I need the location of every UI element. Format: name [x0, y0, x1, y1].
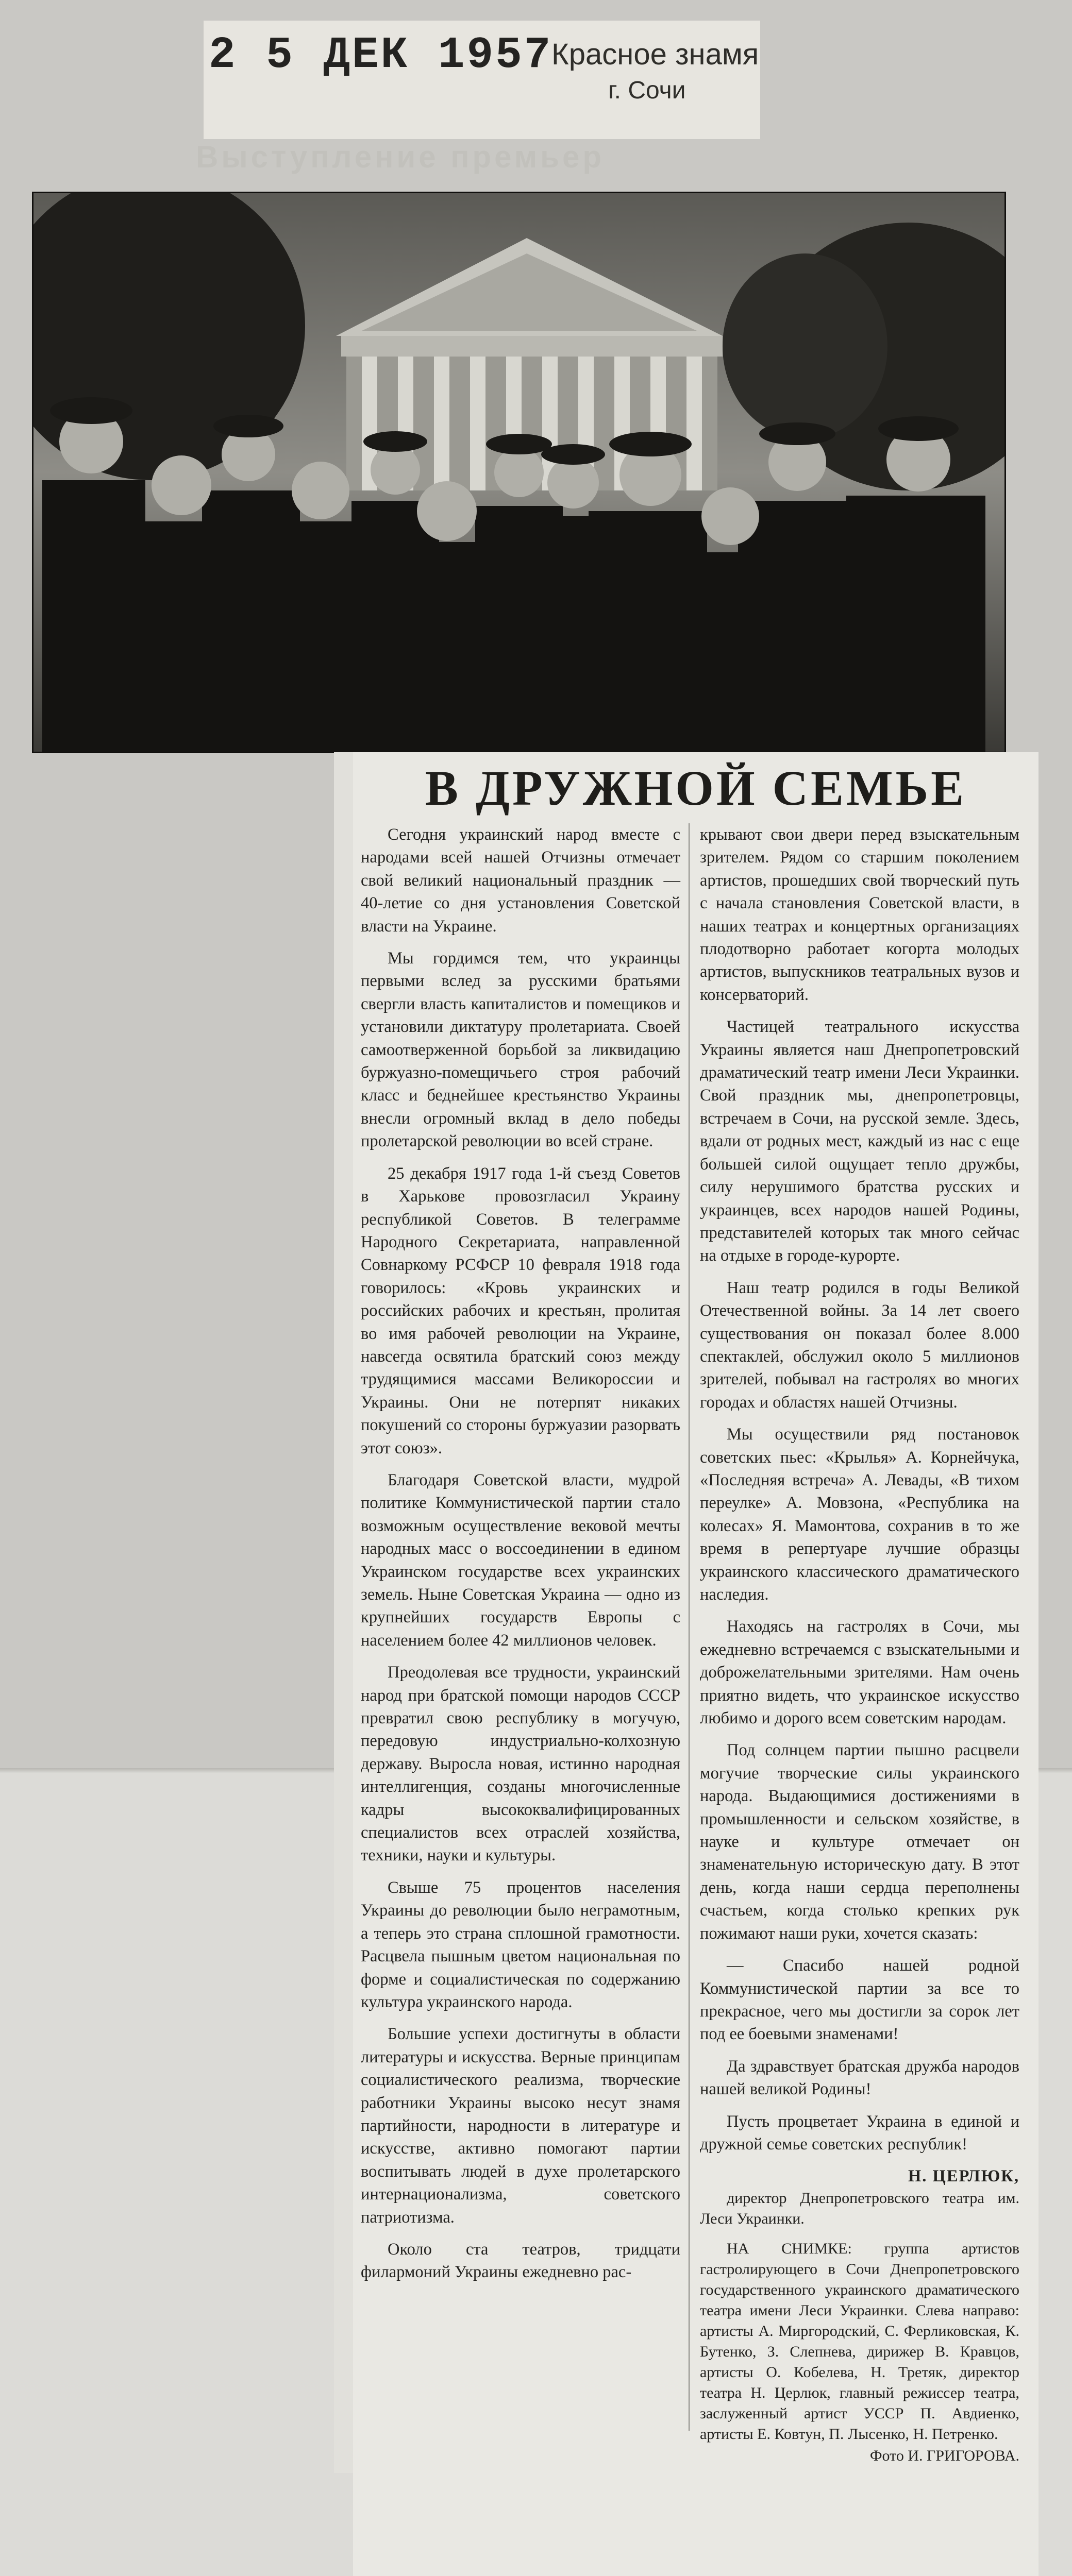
- article-column-left: [361, 823, 680, 2446]
- paragraph: Под солнцем партии пышно расцвели могучие творческие силы украинского народа. Выдающимися достижениями в промышленности и сельском хозяйстве, в науке и культуре отмечает он знаменательную историческую дату. В этот день, когда наши сердца переполнены счастьем, когда столько крепких рук пожимают наши руки, хочется сказать:: [700, 1741, 1019, 1943]
- newspaper-name: Красное знамя: [551, 38, 759, 71]
- paragraph: — Спасибо нашей родной Коммунистической партии за все то прекрасное, чего мы достигли за сорок лет под ее боевыми знаменами!: [700, 1956, 1019, 2044]
- paragraph: Около ста театров, тридцати филармоний Украины ежедневно рас-: [361, 2240, 680, 2282]
- author-title: директор Днепропетровского театра им. Леси Украинки.: [700, 2189, 1019, 2227]
- bleed-through-text: Выступление премьер: [196, 140, 605, 174]
- paragraph: Мы гордимся тем, что украинцы первыми вслед за русскими братьями свергли власть капиталистов и помещиков и установили диктатуру пролетариата. Своей самоотверженной борьбой за ликвидацию буржуазно-помещичьего строя рабочий класс и беднейшее крестьянство Украины внесли огромный вклад в дело победы пролетарской революции во всей стране.: [361, 949, 680, 1151]
- paragraph: Благодаря Советской власти, мудрой политике Коммунистической партии стало возможным осуществление вековой мечты народных масс о воссоединении в едином Украинском государстве всех украинских земель. Ныне Советская Украина — одно из крупнейших государств Европы с населением более 42 миллионов человек.: [361, 1470, 680, 1650]
- article-column-right: [700, 823, 1019, 2464]
- author-signature: Н. ЦЕРЛЮК,: [908, 2167, 1019, 2186]
- group-portrait-photo: [32, 192, 1006, 753]
- newspaper-city: г. Сочи: [608, 77, 686, 104]
- paragraph: крывают свои двери перед взыскательным зрителем. Рядом со старшим поколением артистов, прошедших свой творческий путь с начала становления Советской власти, в наших театрах и концертных организациях плодотворно работает когорта молодых артистов, выпускников театральных вузов и консерваторий.: [700, 825, 1019, 1004]
- paragraph: Да здравствует братская дружба народов нашей великой Родины!: [700, 2057, 1019, 2099]
- column-divider: [689, 823, 690, 2431]
- clipping-edge: [334, 752, 355, 2473]
- paragraph: Частицей театрального искусства Украины является наш Днепропетровский драматический театр имени Леси Украинки. Свой праздник мы, днепропетровцы, встречаем в Сочи, на русской земле. Здесь, вдали от родных мест, каждый из нас с еще большей силой ощущает тепло дружбы, силу нерушимого братства русских и украинцев, всех народов нашей Родины, представителей которых так много сейчас на отдыхе в городе-курорте.: [700, 1018, 1019, 1265]
- paragraph: Сегодня украинский народ вместе с народами всей нашей Отчизны отмечает свой великий национальный праздник — 40-летие со дня установления Советской власти на Украине.: [361, 825, 680, 936]
- paragraph: Большие успехи достигнуты в области литературы и искусства. Верные принципам социалистического реализма, творческие работники Украины высоко несут знамя партийности, народности в литературе и искусстве, активно помогают партии воспитывать людей в духе пролетарского интернационализма, советского патриотизма.: [361, 2025, 680, 2227]
- paragraph: Преодолевая все трудности, украинский народ при братской помощи народов СССР превратил свою республику в могучую, передовую индустриально-колхозную державу. Выросла новая, истинно народная интеллигенция, созданы многочисленные кадры высококвалифицированных специалистов всех отраслей хозяйства, техники, науки и культуры.: [361, 1663, 680, 1865]
- paragraph: Свыше 75 процентов населения Украины до революции было неграмотным, а теперь это страна сплошной грамотности. Расцвела пышным цветом национальная по форме и социалистическая по содержанию культура украинского народа.: [361, 1878, 680, 2011]
- paragraph: Пусть процветает Украина в единой и дружной семье советских республик!: [700, 2112, 1019, 2154]
- paragraph: Находясь на гастролях в Сочи, мы ежедневно встречаемся с взыскательными и доброжелательными зрителями. Нам очень приятно видеть, что украинское искусство любимо и дорого всем советским народам.: [700, 1617, 1019, 1728]
- photo-caption: НА СНИМКЕ: группа артистов гастролирующего в Сочи Днепропетровского государственного украинского драматического театра имени Леси Украинки. Слева направо: артисты А. Миргородский, С. Ферликовская, К. Бутенко, З. Слепнева, дирижер В. Кравцов, артисты О. Кобелева, Н. Третяк, директор театра Н. Церлюк, главный режиссер театра, заслуженный артист УССР П. Авдиенко, артисты Е. Ковтун, П. Лысенко, Н. Петренко.: [700, 2240, 1019, 2443]
- paragraph: 25 декабря 1917 года 1-й съезд Советов в Харькове провозгласил Украину республикой Советов. В телеграмме Народного Секретариата, направленной Совнаркому РСФСР 10 февраля 1918 года говорилось: «Кровь украинских и российских рабочих и крестьян, пролитая во имя рабочей революции на Украине, навсегда освятила братский союз между трудящимися массами Великороссии и Украины. Они не потерпят никаких покушений со стороны буржуазии разорвать этот союз».: [361, 1164, 680, 1458]
- photo-credit: Фото И. ГРИГОРОВА.: [869, 2447, 1019, 2464]
- archive-date-stamp: 2 5 ДЕК 1957: [209, 30, 553, 80]
- paragraph: Мы осуществили ряд постановок советских пьес: «Крылья» А. Корнейчука, «Последняя встреча» А. Левады, «В тихом переулке» А. Мовзона, «Республика на колесах» Я. Мамонтова, сохранив в то же время в репертуаре лучшие образцы украинского классического драматического наследия.: [700, 1425, 1019, 1604]
- paragraph: Наш театр родился в годы Великой Отечественной войны. За 14 лет своего существования он показал более 8.000 спектаклей, обслужил около 5 миллионов зрителей, побывал на гастролях во многих городах и областях нашей Отчизны.: [700, 1278, 1019, 1412]
- article-headline: В ДРУЖНОЙ СЕМЬЕ: [425, 760, 967, 816]
- photo-illustration: [32, 192, 1006, 753]
